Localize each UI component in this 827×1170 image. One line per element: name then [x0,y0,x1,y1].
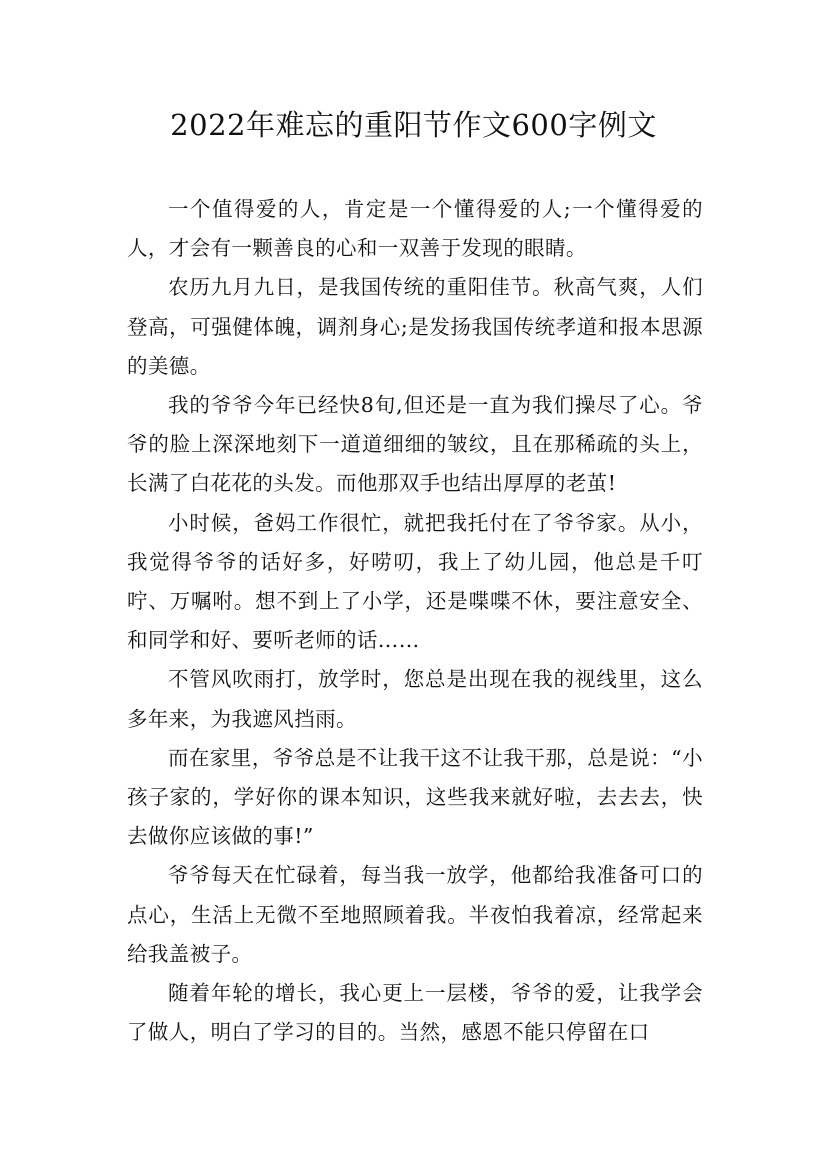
paragraph: 爷爷每天在忙碌着，每当我一放学，他都给我准备可口的点心，生活上无微不至地照顾着我。半夜怕我着凉，经常起来给我盖被子。 [127,863,703,966]
paragraph: 农历九月九日，是我国传统的重阳佳节。秋高气爽，人们登高，可强健体魄，调剂身心;是发扬我国传统孝道和报本思源的美德。 [127,275,703,378]
paragraph: 不管风吹雨打，放学时，您总是出现在我的视线里，这么多年来，为我遮风挡雨。 [127,667,703,731]
paragraph: 而在家里，爷爷总是不让我干这不让我干那，总是说：“小孩子家的，学好你的课本知识，这些我来就好啦，去去去，快去做你应该做的事!” [127,745,703,849]
paragraph: 我的爷爷今年已经快8旬,但还是一直为我们操尽了心。爷爷的脸上深深地刻下一道道细细的皱纹，且在那稀疏的头上，长满了白花花的头发。而他那双手也结出厚厚的老茧! [127,393,703,496]
paragraph: 随着年轮的增长，我心更上一层楼，爷爷的爱，让我学会了做人，明白了学习的目的。当然，感恩不能只停留在口 [127,981,703,1045]
document-body [127,190,703,1052]
paragraph: 一个值得爱的人，肯定是一个懂得爱的人;一个懂得爱的人，才会有一颗善良的心和一双善于发现的眼睛。 [127,197,703,261]
document-title: 2022年难忘的重阳节作文600字例文 [170,108,657,142]
paragraph: 小时候，爸妈工作很忙，就把我托付在了爷爷家。从小，我觉得爷爷的话好多，好唠叨，我上了幼儿园，他总是千叮咛、万嘱咐。想不到上了小学，还是喋喋不休，要注意安全、和同学和好、要听老师的话…… [127,510,703,653]
